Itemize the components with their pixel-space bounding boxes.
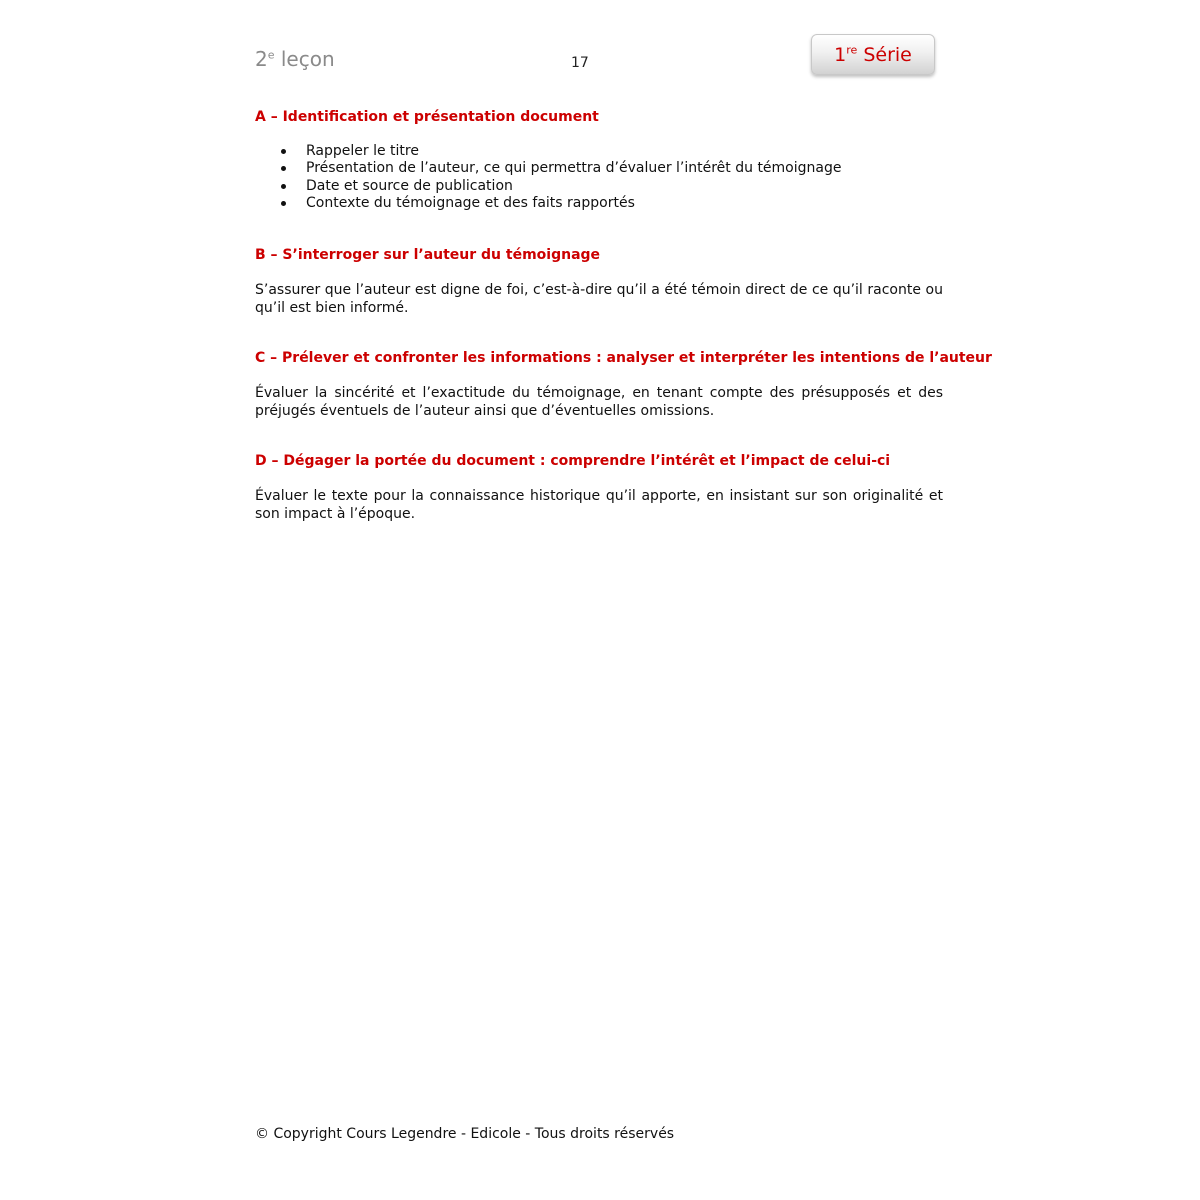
- list-item: [280, 143, 841, 160]
- list-item: [280, 160, 841, 177]
- list-item: [280, 178, 841, 195]
- section-b-text: S’assurer que l’auteur est digne de foi, c’est-à-dire qu’il a été témoin direct de ce qu’il raconte ou qu’il est bien informé.: [255, 282, 943, 316]
- series-number: 1: [834, 44, 847, 66]
- lesson-label: [255, 47, 335, 71]
- section-d-text: Évaluer le texte pour la connaissance historique qu’il apporte, en insistant sur son originalité et son impact à l’époque.: [255, 488, 943, 522]
- list-item-text: Rappeler le titre: [306, 143, 419, 159]
- series-badge: [811, 34, 935, 75]
- list-item-text: Contexte du témoignage et des faits rapportés: [306, 194, 635, 211]
- lesson-word: leçon: [274, 47, 335, 71]
- bullet-icon: [281, 149, 286, 154]
- section-b-title: B – S’interroger sur l’auteur du témoignage: [255, 247, 601, 263]
- bullet-icon: [281, 166, 286, 171]
- list-item-text: Présentation de l’auteur, ce qui permettra d’évaluer l’intérêt du témoignage: [306, 160, 842, 177]
- section-c-title: C – Prélever et confronter les informations : analyser et interpréter les intentions de l’auteur: [255, 350, 992, 366]
- section-a-list: [280, 143, 841, 212]
- list-item: [280, 195, 841, 212]
- series-word: Série: [857, 44, 912, 66]
- section-c-text: Évaluer la sincérité et l’exactitude du témoignage, en tenant compte des présupposés et des préjugés éventuels de l’auteur ainsi que d’éventuelles omissions.: [255, 385, 943, 419]
- list-item-text: Date et source de publication: [306, 177, 513, 194]
- bullet-icon: [281, 201, 286, 206]
- section-a-title: A – Identification et présentation document: [255, 109, 599, 125]
- lesson-number-superscript: e: [267, 48, 275, 62]
- footer-copyright: © Copyright Cours Legendre - Edicole - Tous droits réservés: [255, 1126, 675, 1142]
- lesson-number: 2: [255, 47, 268, 71]
- page-number: 17: [571, 55, 589, 71]
- bullet-icon: [281, 184, 286, 189]
- series-number-superscript: re: [846, 43, 858, 57]
- section-d-title: D – Dégager la portée du document : comprendre l’intérêt et l’impact de celui-ci: [255, 453, 891, 469]
